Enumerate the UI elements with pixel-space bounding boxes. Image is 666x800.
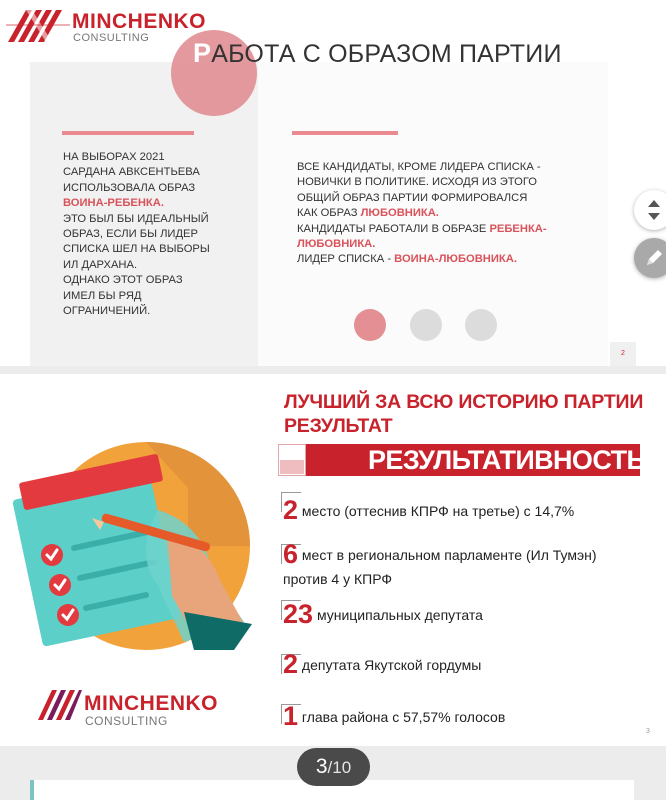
minchenko-logo xyxy=(6,4,206,48)
result-number: 6 xyxy=(283,539,299,569)
left-text-block xyxy=(63,150,253,319)
right-accent-bar xyxy=(292,131,398,135)
results-banner xyxy=(278,444,646,476)
result-text: мест в региональном парламенте (Ил Тумэн) xyxy=(301,547,597,563)
title-cap-letter: Р xyxy=(193,38,212,68)
title-rest: АБОТА С ОБРАЗОМ ПАРТИИ xyxy=(211,40,562,68)
result-text-line2: против 4 у КПРФ xyxy=(283,571,393,587)
left-line: ОДНАКО ЭТОТ ОБРАЗ xyxy=(63,274,183,287)
result-text: муниципальных депутата xyxy=(316,607,483,623)
logo-sub: CONSULTING xyxy=(73,32,150,44)
right-line xyxy=(297,206,597,221)
left-line: ЭТО БЫЛ БЫ ИДЕАЛЬНЫЙ xyxy=(63,212,209,225)
right-highlight: РЕБЕНКА- xyxy=(489,222,547,235)
title-line: РЕЗУЛЬТАТ xyxy=(284,415,393,437)
result-text: депутата Якутской гордумы xyxy=(301,657,482,673)
left-line: ОБРАЗ, ЕСЛИ БЫ ЛИДЕР xyxy=(63,228,198,241)
right-highlight: ЛЮБОВНИКА. xyxy=(297,238,376,251)
left-line: СПИСКА ШЕЛ НА ВЫБОРЫ xyxy=(63,243,210,256)
left-line: ИЛ ДАРХАНА. xyxy=(63,258,138,271)
left-highlight: ВОИНА-РЕБЕНКА. xyxy=(63,197,164,210)
scroll-control-button[interactable] xyxy=(634,190,666,230)
result-item xyxy=(283,495,643,525)
logo-sub: CONSULTING xyxy=(85,714,168,728)
right-line xyxy=(297,252,597,267)
result-number: 2 xyxy=(283,649,299,679)
result-item xyxy=(283,701,643,731)
right-text: КАНДИДАТЫ РАБОТАЛИ В ОБРАЗЕ xyxy=(297,222,490,235)
right-line xyxy=(297,222,597,237)
logo-name: MINCHENKO xyxy=(84,692,218,715)
left-line: НА ВЫБОРАХ 2021 xyxy=(63,151,165,163)
slide-page-number: 2 xyxy=(610,342,636,366)
banner-text: РЕЗУЛЬТАТИВНОСТЬ xyxy=(368,445,646,475)
result-item xyxy=(283,539,643,589)
right-highlight: ЛЮБОВНИКА. xyxy=(360,207,439,220)
left-accent-bar xyxy=(62,131,194,135)
pencil-icon xyxy=(634,238,666,278)
minchenko-logo-mark-icon xyxy=(6,4,70,44)
slide3-title xyxy=(284,390,654,438)
result-number: 23 xyxy=(283,599,314,629)
left-line: ИМЕЛ БЫ РЯД xyxy=(63,289,142,302)
slide-2 xyxy=(0,0,666,366)
logo-name: MINCHENKO xyxy=(72,10,206,33)
current-page: 3 xyxy=(315,755,328,778)
right-text-block xyxy=(297,160,597,268)
title-line: ЛУЧШИЙ ЗА ВСЮ ИСТОРИЮ ПАРТИИ xyxy=(284,391,644,413)
edit-button[interactable] xyxy=(634,238,666,278)
left-line: САРДАНА АВКСЕНТЬЕВА xyxy=(63,166,200,179)
slide-3 xyxy=(0,374,666,746)
minchenko-logo-bottom xyxy=(38,686,258,726)
right-text: ЛИДЕР СПИСКА - xyxy=(297,253,395,266)
banner-pink-box xyxy=(280,460,304,474)
result-item xyxy=(283,599,643,629)
result-text: глава района с 57,57% голосов xyxy=(301,709,506,725)
result-number: 1 xyxy=(283,701,299,731)
result-item xyxy=(283,649,643,679)
minchenko-logo-mark-icon xyxy=(38,686,82,722)
decor-dot-gray xyxy=(465,309,497,341)
right-text: КАК ОБРАЗ xyxy=(297,207,361,220)
right-highlight: ВОИНА-ЛЮБОВНИКА. xyxy=(394,253,517,266)
left-line: ИСПОЛЬЗОВАЛА ОБРАЗ xyxy=(63,181,196,194)
checklist-illustration xyxy=(8,428,272,650)
total-pages: /10 xyxy=(327,758,352,777)
decor-dot-pink xyxy=(354,309,386,341)
slide-title xyxy=(193,38,562,69)
left-line: ОГРАНИЧЕНИЙ. xyxy=(63,305,151,318)
page-indicator[interactable] xyxy=(297,748,370,786)
slide-page-number: 3 xyxy=(646,728,650,735)
right-line: ОБЩИЙ ОБРАЗ ПАРТИИ ФОРМИРОВАЛСЯ xyxy=(297,191,528,204)
decor-dot-gray xyxy=(410,309,442,341)
right-line: НОВИЧКИ В ПОЛИТИКЕ. ИСХОДЯ ИЗ ЭТОГО xyxy=(297,176,537,189)
result-text: место (оттеснив КПРФ на третье) с 14,7% xyxy=(301,503,575,519)
right-line: ВСЕ КАНДИДАТЫ, КРОМЕ ЛИДЕРА СПИСКА - xyxy=(297,161,541,173)
chevron-up-down-icon xyxy=(634,190,666,230)
result-number: 2 xyxy=(283,495,299,525)
